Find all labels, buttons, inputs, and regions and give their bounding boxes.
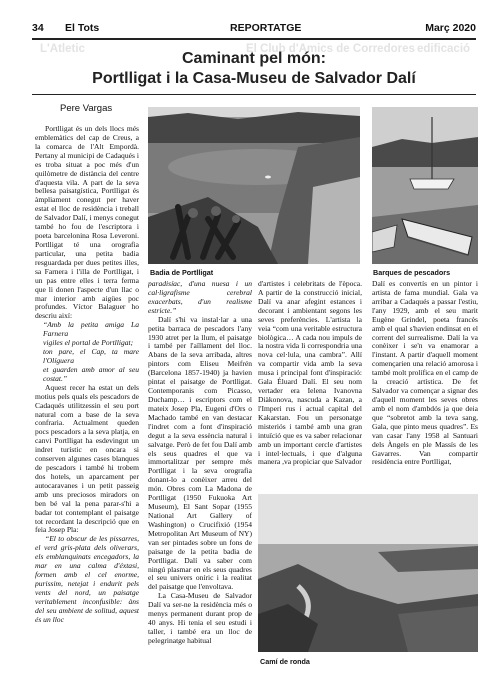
page-number: 34 bbox=[32, 22, 44, 34]
paragraph: Dalí es convertís en un pintor i artista de fama mundial. Gala va arribar a Cadaqués a passar l'estiu, l'any 1929, amb el seu marit Eugène Grindel, poeta francès amb el qual s'havien endinsat en el corrent del surrealisme. Dalí la va conèixer i se'n va enamorar a l'instant. A partir d'aquell moment començarien una relació amorosa i també molt prolífica en el camp de la creació artística. De fet Salvador va començar a signar des d'aquell moment les seves obres amb el nom d'ambdós ja que deia que “sobretot amb la teva sang, Gala, que pinto meus quadres”. Es van casar l'any 1958 al Santuari dels Àngels en ple Massís de les Gavarres. Van compartir residència entre Portlligat, bbox=[372, 280, 478, 467]
verse-line: ton pare, el Cap, ta mare l'Olíguera bbox=[43, 347, 139, 365]
photo-bay bbox=[148, 107, 360, 264]
paragraph: Aquest recer ha estat un dels motius pels quals els pescadors de Cadaqués utilitzessin el seu port natural com a base de la seva confraria. Actualment queden pocs pescadors a la seva platja, en canvi Portlligat ha esdevingut un indret turístic en oncara si conserven algunes cases blanques de pescadors i també hi trobem dos hotels, un aparcament per autocaravanes i un petit passeig amb uns preciosos miradors on ben bé val la pena parar-s'hi a badar tot contemplant el paisatge tot recordant la descripció que en feia Josep Pla: bbox=[35, 382, 139, 535]
paragraph: Portlligat és un dels llocs més emblemàtics del cap de Creus, a la comarca de l'Alt Empordà. Pertany al municipi de Cadaqués i es troba situat a poc més d'un quilòmetre de distància del centre d'aquesta vila. A part de la seva bellesa paisatgística, Portlligat és àmpliament conegut per haver estat el lloc de residència i treball de Salvador Dalí, i menys conegut també ho fou de l'escriptora i poeta barcelonina Rosa Leveroni. Portlligat té una orografia particular, una petita badia resguardada per dues petites illes, sa Farnera i l'illa de Portlligat, i un pas entre elles i terra ferma que li donen l'aspecte d'un llac o mar interior amb aigües poc profundes. Víctor Balaguer ho descriu així: bbox=[35, 125, 139, 321]
text-column-3 bbox=[258, 280, 362, 488]
caption-path: Camí de ronda bbox=[260, 657, 310, 666]
page-header bbox=[32, 22, 476, 36]
paragraph: La Casa-Museu de Salvador Dalí va ser-ne la residència més o menys permanent durant prop de 40 anys. Hi tenia el seu estudi i taller, i també era un lloc de pelegrinatge habitual bbox=[148, 591, 252, 645]
ghost-text-left: L'Atletic bbox=[40, 43, 85, 55]
caption-boats: Barques de pescadors bbox=[373, 268, 451, 277]
text-column-1 bbox=[35, 125, 139, 670]
ghost-text-right: edificació bbox=[417, 43, 471, 55]
header-rule bbox=[32, 38, 476, 40]
quote-paragraph: “El to obscur de les pissarres, el verd gris-plata dels oliverars, els emblanquinats encegadors, la mar en una calma d'éxtasi, formen amb el cel enorme, purissim, netejat i endurit pels vents del nord, un paisatge veritablement inconfusible: àns del seu ambient de solitud, aquest és un lloc bbox=[35, 534, 139, 624]
article-title-line1: Caminant pel món: bbox=[181, 50, 326, 67]
article-author: Pere Vargas bbox=[60, 103, 113, 114]
title-rule bbox=[32, 94, 476, 95]
paragraph: Dalí s'hi va instal·lar a una petita barraca de pescadors l'any 1930 atret per la llum, el paisatge i també per l'aïllament del lloc. Abans de la seva arribada, altres pintors com Eliseu Meifrén (Barcelona 1857-1940) ja havien pintat el paisatge de Portlligat. Contemporanis com Picasso, Duchamp… i escriptors com el mateix Josep Pla, Eugeni d'Ors o Machado també en van destacar l'indret com a font d'inspiració degut a la seva essència natural i salvatge. Però de fet fou Dalí amb els seus quadres el que va immortalitzar per sempre més Portlligat i la seva orografia donant-lo a conèixer arreu del món. Obres com La Madona de Portlligat (1950 Fukuoka Art Museum), El Sant Sopar (1955 National Art Gallery of Washington) o Crucifixió (1954 Metropolitan Art Museum of NY) van ser pintades sobre un fons de paisatge de la petita badia de Portlligat. Dalí va saber com ningú plasmar en els seus quadres el seu univers oníric i la realitat del paisatge que l'envoltava. bbox=[148, 314, 252, 592]
photo-boats bbox=[372, 107, 478, 264]
quote-paragraph: paradisíac, d'una nuesa i un cal·ligrafisme cerebral exacerbats, d'un realisme estricte.” bbox=[148, 280, 252, 315]
photo-path bbox=[258, 494, 478, 652]
verse-line: “Amb la petita amiga La Farnera bbox=[43, 320, 139, 339]
ghost-text-middle: El Club d'Amics de Corredores bbox=[246, 43, 415, 55]
paragraph: d'artistes i celebritats de l'època. A partir de la construcció inicial, Dalí va anar afegint estances i decorant i ambientant segons les seves preferències. L'artista la veia “com una veritable estructura biològica… A cada nou impuls de la nostra vida li correspondria una nova cel·lula, una cambra”. Allí va compartir vida amb la seva musa i principal font d'inspiració: Gala Éluard Dalí. El seu nom vertader era Ielena Ivanovna Diàkonova, nascuda a Kazan, a l'Imperi rus i actual capital del Kakarstan. Fou un personatge misteriós i també amb una gran intuïció que es va saber relacionar amb un important cercle d'artistes i intel·lectuals, i que d'alguna manera ,va propiciar que Salvador bbox=[258, 280, 362, 467]
text-column-2 bbox=[148, 280, 252, 670]
article-title-line2: Portlligat i la Casa-Museu de Salvador Dalí bbox=[92, 70, 416, 87]
caption-bay: Badia de Portlligat bbox=[150, 268, 214, 277]
verse-line: et guarden amb amor al seu costat.” bbox=[43, 364, 139, 383]
section-name: REPORTATGE bbox=[230, 22, 302, 34]
magazine-name: El Tots bbox=[65, 22, 100, 34]
issue-date: Març 2020 bbox=[425, 22, 476, 34]
verse-line: vigiles el portal de Portlligat; bbox=[43, 338, 134, 348]
text-column-4 bbox=[372, 280, 478, 488]
